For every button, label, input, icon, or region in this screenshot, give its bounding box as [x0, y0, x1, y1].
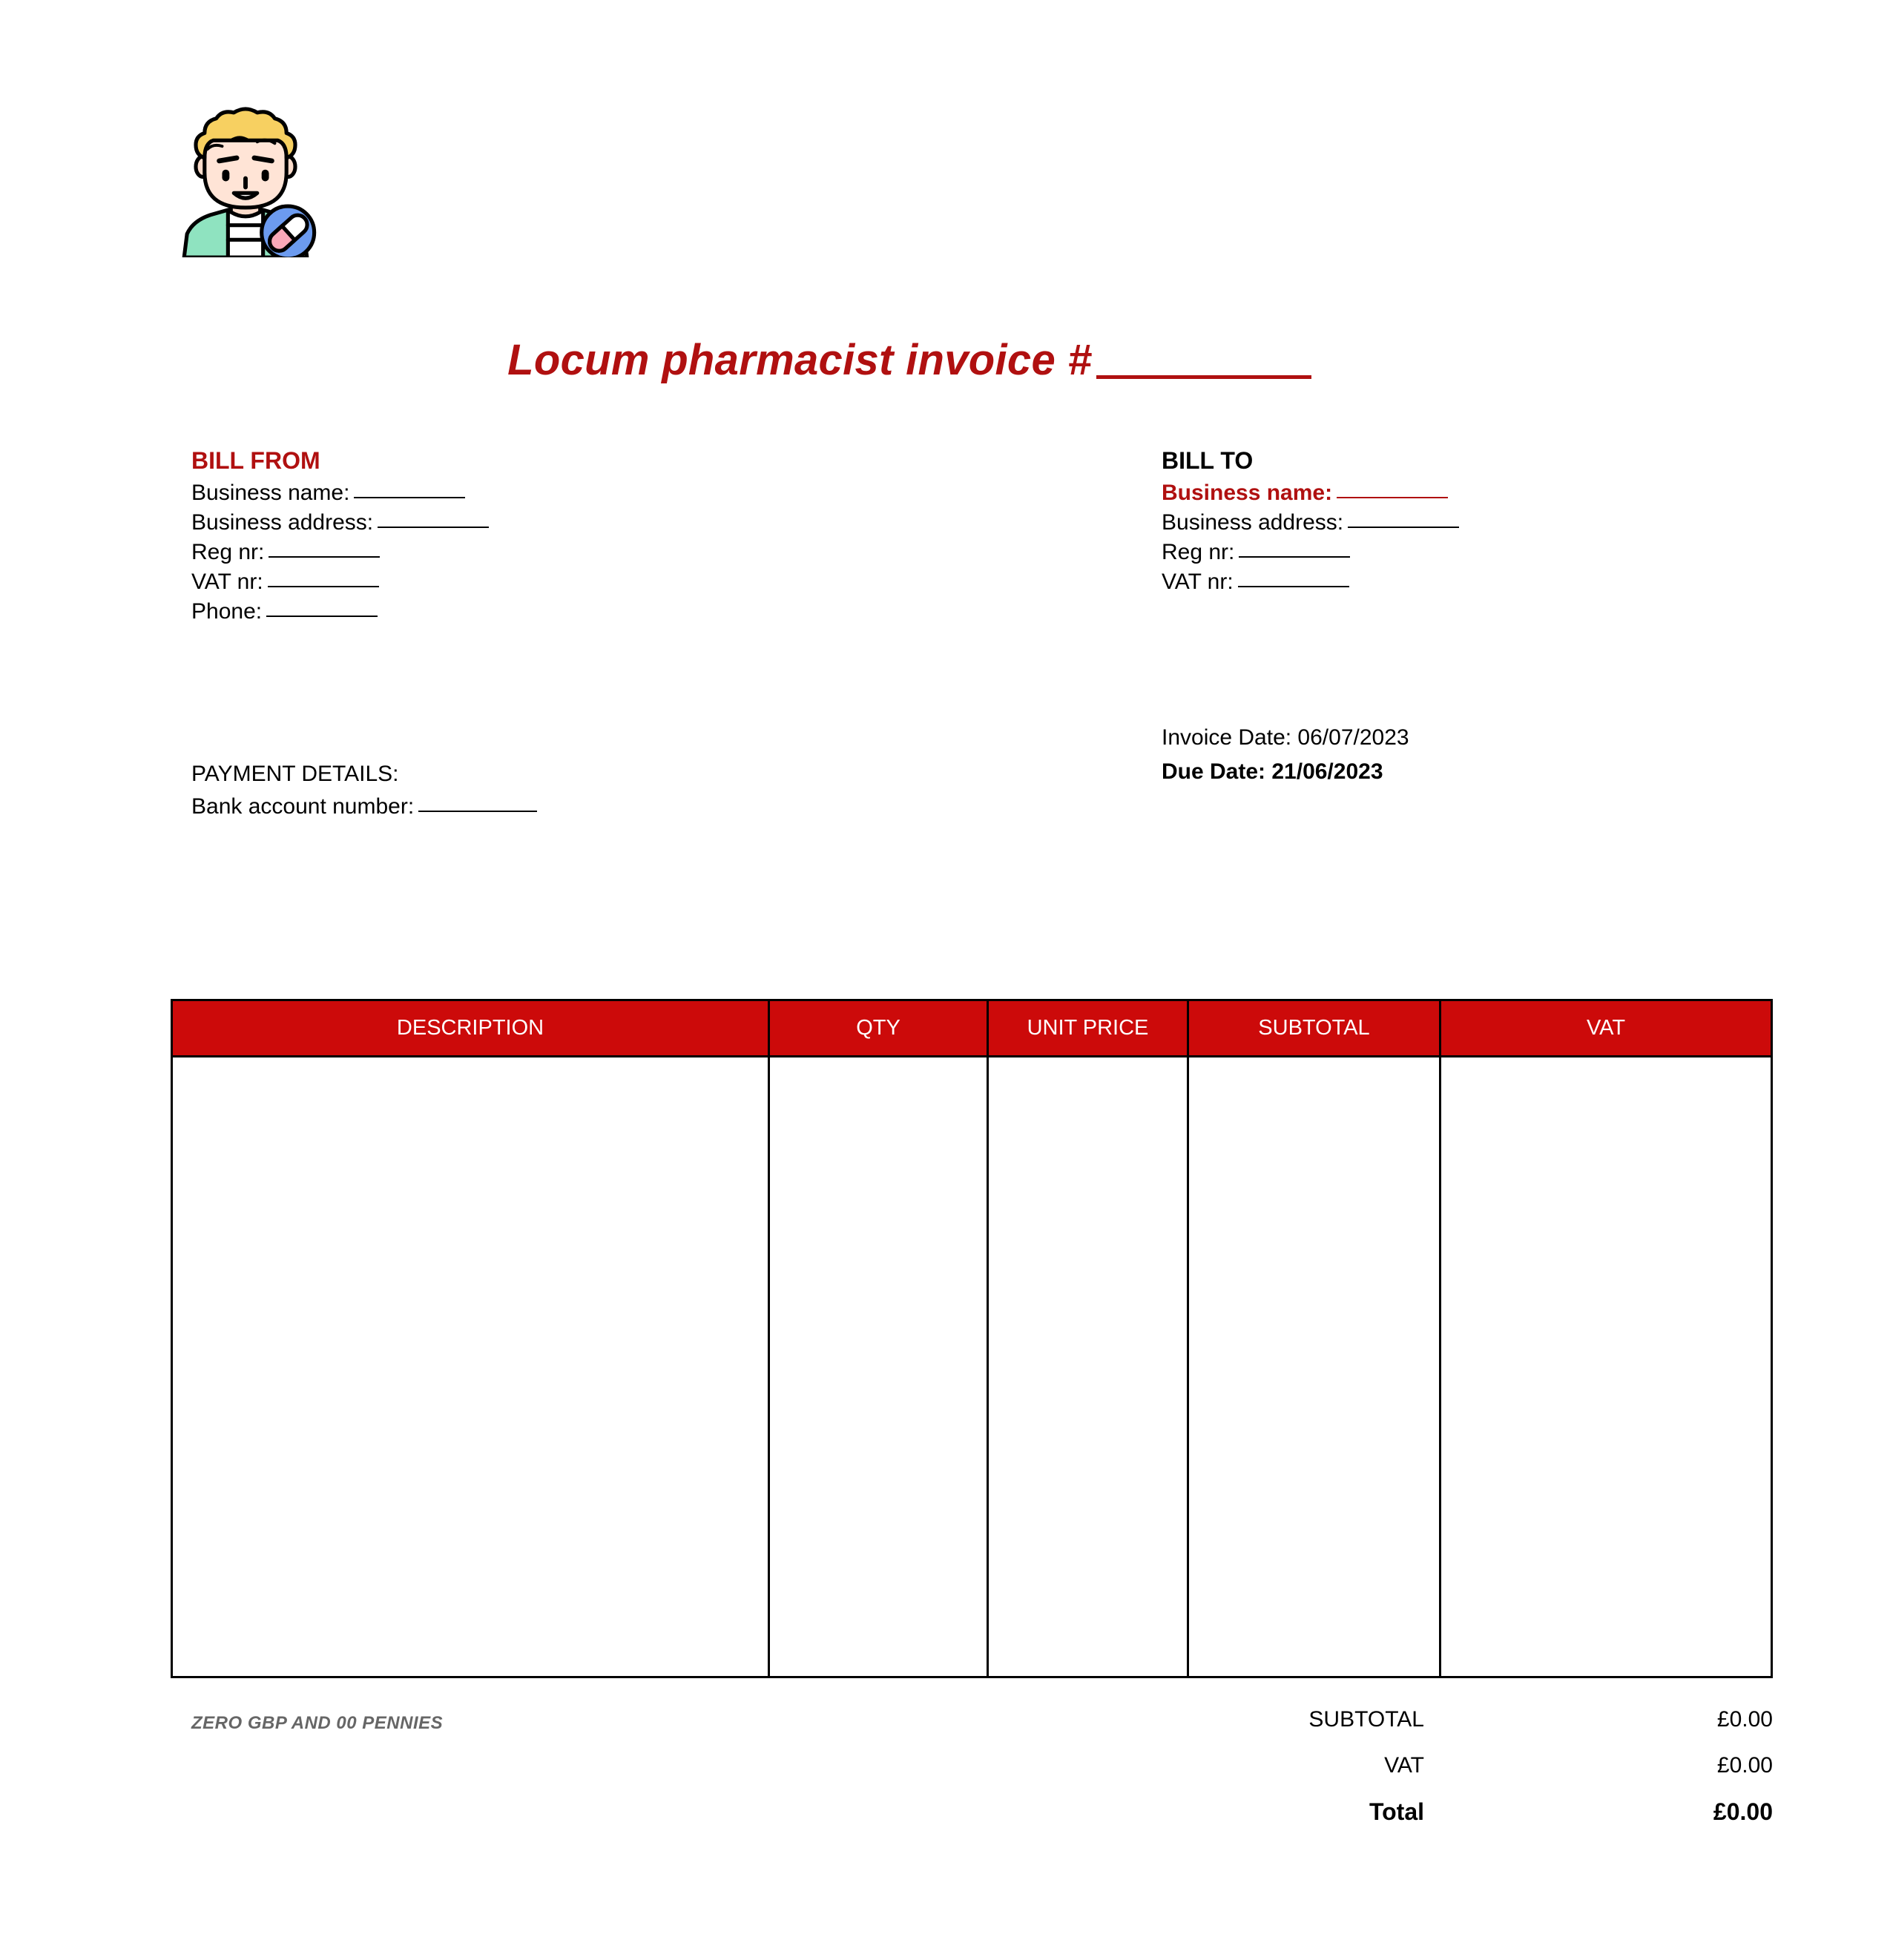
- column-header-qty: QTY: [769, 1000, 988, 1057]
- bill-from-vat-nr-row: [191, 567, 666, 597]
- bill-from-business-address-label: Business address:: [191, 510, 374, 535]
- total-value: £0.00: [1713, 1798, 1773, 1825]
- totals-block: [1053, 1697, 1773, 1835]
- bill-to-business-address-label: Business address:: [1162, 510, 1344, 535]
- bill-from-heading: BILL FROM: [191, 447, 320, 474]
- column-header-unit-price: UNIT PRICE: [988, 1000, 1188, 1057]
- column-header-vat: VAT: [1440, 1000, 1772, 1057]
- total-label: Total: [1369, 1798, 1424, 1825]
- table-header-row: [172, 1000, 1772, 1057]
- line-items-table: [171, 999, 1773, 1678]
- subtotal-label: SUBTOTAL: [1308, 1707, 1424, 1732]
- totals-row-vat: [1053, 1743, 1773, 1789]
- bank-account-number-label: Bank account number:: [191, 794, 415, 819]
- bill-to-business-name-label: Business name:: [1162, 481, 1333, 505]
- bank-account-number-row: [191, 791, 537, 823]
- table-row: [172, 1057, 1772, 1677]
- vat-value: £0.00: [1716, 1753, 1773, 1778]
- payment-details-block: [191, 758, 537, 823]
- column-header-description: DESCRIPTION: [172, 1000, 769, 1057]
- invoice-title-row: [0, 335, 1311, 385]
- bill-from-business-name-row: [191, 478, 666, 508]
- bill-from-vat-nr-label: VAT nr:: [191, 570, 263, 594]
- bill-from-business-address-row: [191, 508, 666, 538]
- page-title: [507, 335, 1311, 385]
- bill-from-reg-nr-label: Reg nr:: [191, 540, 265, 564]
- cell-subtotal[interactable]: [1188, 1057, 1440, 1677]
- bill-to-vat-nr-input[interactable]: [1238, 571, 1349, 587]
- cell-qty[interactable]: [769, 1057, 988, 1677]
- payment-details-heading: PAYMENT DETAILS:: [191, 762, 399, 786]
- bill-to-heading: BILL TO: [1162, 447, 1254, 474]
- cell-description[interactable]: [172, 1057, 769, 1677]
- bill-from-reg-nr-row: [191, 538, 666, 567]
- cell-unit-price[interactable]: [988, 1057, 1188, 1677]
- subtotal-value: £0.00: [1716, 1707, 1773, 1732]
- bill-from-business-name-label: Business name:: [191, 481, 350, 505]
- bill-from-business-name-input[interactable]: [354, 482, 465, 498]
- bill-from-business-address-input[interactable]: [378, 512, 489, 528]
- bank-account-number-input[interactable]: [418, 796, 537, 812]
- bill-to-business-address-row: [1162, 508, 1636, 538]
- page-title-text: Locum pharmacist invoice #: [507, 336, 1092, 384]
- bill-to-reg-nr-input[interactable]: [1239, 541, 1350, 558]
- vat-label: VAT: [1384, 1753, 1424, 1778]
- column-header-subtotal: SUBTOTAL: [1188, 1000, 1440, 1057]
- invoice-dates-block: [1162, 721, 1409, 789]
- invoice-date: Invoice Date: 06/07/2023: [1162, 725, 1409, 750]
- bill-from-phone-label: Phone:: [191, 599, 263, 624]
- invoice-number-blank[interactable]: [1096, 346, 1311, 379]
- bill-to-business-name-row: [1162, 478, 1636, 508]
- totals-row-total: [1053, 1789, 1773, 1835]
- bill-to-vat-nr-row: [1162, 567, 1636, 597]
- bill-from-block: [191, 446, 666, 627]
- bill-to-vat-nr-label: VAT nr:: [1162, 570, 1234, 594]
- cell-vat[interactable]: [1440, 1057, 1772, 1677]
- amount-in-words: ZERO GBP AND 00 PENNIES: [191, 1713, 444, 1733]
- bill-to-business-address-input[interactable]: [1348, 512, 1459, 528]
- bill-to-reg-nr-label: Reg nr:: [1162, 540, 1235, 564]
- bill-from-vat-nr-input[interactable]: [268, 571, 379, 587]
- bill-to-business-name-input[interactable]: [1337, 482, 1448, 498]
- bill-from-phone-row: [191, 597, 666, 627]
- pharmacist-avatar-icon: [172, 105, 319, 257]
- bill-from-phone-input[interactable]: [266, 601, 378, 617]
- totals-row-subtotal: [1053, 1697, 1773, 1743]
- bill-to-block: [1162, 446, 1636, 597]
- pharmacist-avatar-logo: [172, 105, 319, 257]
- bill-from-reg-nr-input[interactable]: [269, 541, 380, 558]
- bill-to-reg-nr-row: [1162, 538, 1636, 567]
- due-date: Due Date: 21/06/2023: [1162, 759, 1383, 784]
